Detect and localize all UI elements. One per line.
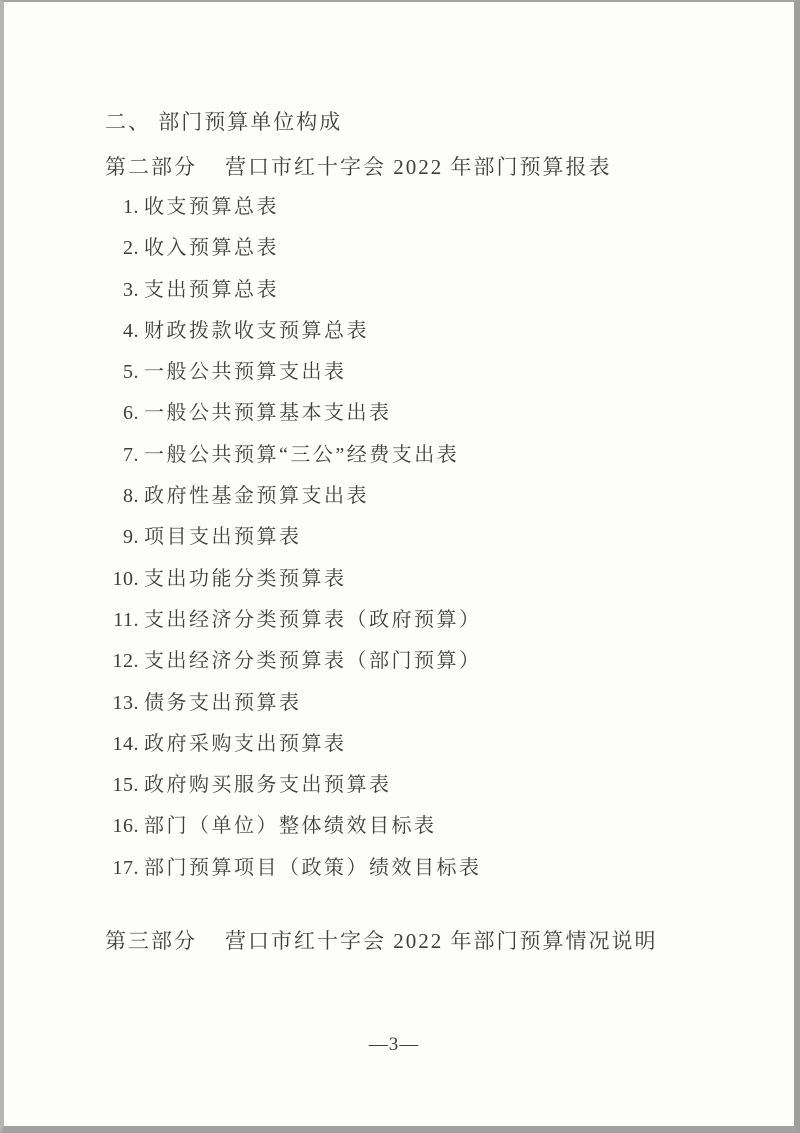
toc-item-text: 政府采购支出预算表 xyxy=(144,732,347,755)
toc-item-number: 7. xyxy=(123,443,139,466)
toc-item-number: 17. xyxy=(112,856,139,879)
toc-item-text: 债务支出预算表 xyxy=(144,691,302,714)
toc-item-number: 10. xyxy=(112,567,139,590)
toc-item xyxy=(105,683,754,724)
toc-item xyxy=(105,517,754,558)
part3-heading xyxy=(105,926,754,956)
part2-label: 第二部分 xyxy=(105,155,197,179)
toc-item xyxy=(105,559,754,600)
toc-item-text: 一般公共预算支出表 xyxy=(144,361,347,384)
toc-item-number: 4. xyxy=(123,319,139,342)
page-content xyxy=(4,2,794,1126)
toc-item xyxy=(105,641,754,682)
toc-item-number: 13. xyxy=(112,691,139,714)
toc-item xyxy=(105,600,754,641)
toc-item xyxy=(105,476,754,517)
toc-item xyxy=(105,765,754,806)
toc-item-number: 12. xyxy=(112,650,139,673)
toc-item-number: 1. xyxy=(123,196,139,218)
part3-label: 第三部分 xyxy=(105,929,197,954)
toc-item-number: 2. xyxy=(123,237,139,260)
toc-item xyxy=(105,393,754,434)
toc-item-text: 支出功能分类预算表 xyxy=(144,567,347,590)
toc-item-text: 财政拨款收支预算总表 xyxy=(144,319,369,342)
toc-item-text: 支出预算总表 xyxy=(144,278,279,301)
toc-item-number: 14. xyxy=(112,732,139,755)
toc-item-number: 6. xyxy=(123,402,139,425)
toc-item-number: 11. xyxy=(113,608,139,631)
toc-item xyxy=(105,435,754,476)
part3-title: 营口市红十字会 2022 年部门预算情况说明 xyxy=(225,929,658,954)
toc-item-text: 部门预算项目（政策）绩效目标表 xyxy=(144,856,482,879)
toc-item-text: 支出经济分类预算表（政府预算） xyxy=(144,608,482,631)
toc-item-text: 支出经济分类预算表（部门预算） xyxy=(144,650,482,673)
toc-item xyxy=(105,187,754,228)
toc-item-text: 项目支出预算表 xyxy=(144,526,302,549)
part2-title: 营口市红十字会 2022 年部门预算报表 xyxy=(225,155,612,179)
toc-item-text: 一般公共预算基本支出表 xyxy=(144,402,392,425)
toc-item-text: 收入预算总表 xyxy=(144,237,279,260)
toc-item-number: 16. xyxy=(112,815,139,838)
toc-item xyxy=(105,352,754,393)
toc-item-number: 3. xyxy=(123,278,139,301)
toc-item xyxy=(105,228,754,269)
toc-item-text: 收支预算总表 xyxy=(144,196,279,218)
toc-item-text: 部门（单位）整体绩效目标表 xyxy=(144,815,437,838)
toc-list xyxy=(105,187,754,889)
toc-item-number: 9. xyxy=(123,526,139,549)
toc-item xyxy=(105,311,754,352)
page-number: —3— xyxy=(368,1034,420,1055)
toc-item xyxy=(105,806,754,847)
part2-heading xyxy=(105,153,754,182)
toc-item-number: 15. xyxy=(112,774,139,797)
toc-item xyxy=(105,848,754,889)
toc-item-text: 一般公共预算“三公”经费支出表 xyxy=(144,443,460,466)
toc-item xyxy=(105,270,754,311)
toc-item-number: 8. xyxy=(123,485,139,508)
toc-item xyxy=(105,724,754,765)
section-heading: 二、 部门预算单位构成 xyxy=(105,110,343,134)
toc-item-text: 政府性基金预算支出表 xyxy=(144,485,369,508)
toc-item-number: 5. xyxy=(123,361,139,384)
toc-item-text: 政府购买服务支出预算表 xyxy=(144,774,392,797)
